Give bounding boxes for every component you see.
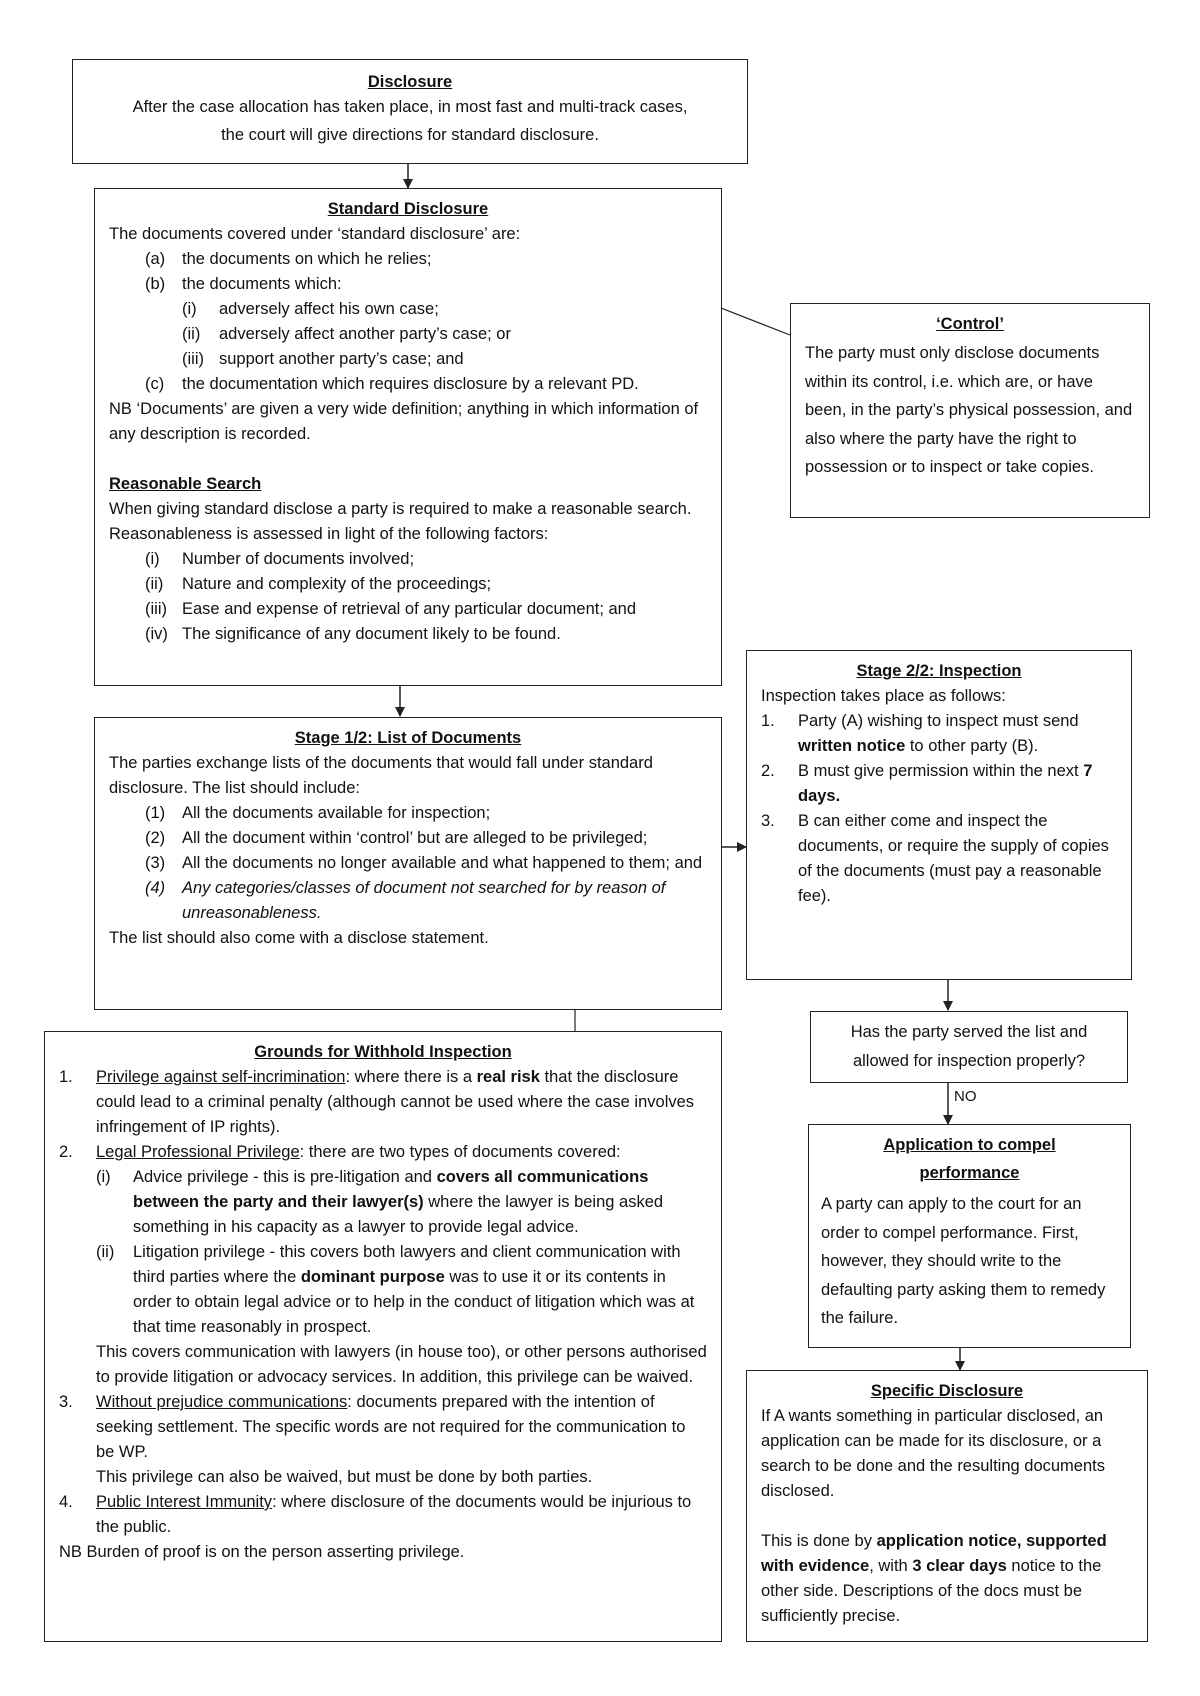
specific-title: Specific Disclosure bbox=[870, 1382, 1024, 1400]
standard-item-a bbox=[109, 247, 707, 272]
reasonable-search-intro: When giving standard disclose a party is required to make a reasonable search. Reasonableness is assessed in light of the following factors: bbox=[109, 500, 692, 543]
list-item-4-label: (4) bbox=[145, 879, 166, 897]
grounds-box bbox=[44, 1031, 722, 1642]
list-outro: The list should also come with a disclose statement. bbox=[109, 929, 489, 947]
ground-2-i bbox=[59, 1165, 707, 1240]
standard-item-a-text: the documents on which he relies; bbox=[182, 250, 432, 268]
ground-3 bbox=[59, 1390, 707, 1465]
question-box bbox=[810, 1011, 1128, 1083]
reasonable-search-item-ii-text: Nature and complexity of the proceedings; bbox=[182, 575, 492, 593]
ground-3-label: 3. bbox=[59, 1393, 73, 1411]
reasonable-search-item-iv-text: The significance of any document likely to be found. bbox=[182, 625, 561, 643]
disclosure-box bbox=[72, 59, 748, 164]
inspection-step-3-text: B can either come and inspect the documents, or require the supply of copies of the documents (must pay a reasonable fee). bbox=[798, 812, 1109, 905]
list-of-documents-box bbox=[94, 717, 722, 1010]
inspection-step-1-text: Party (A) wishing to inspect must send written notice to other party (B). bbox=[798, 712, 1079, 755]
ground-4-label: 4. bbox=[59, 1493, 73, 1511]
list-item-4-text: Any categories/classes of document not searched for by reason of unreasonableness. bbox=[182, 879, 666, 922]
ground-1 bbox=[59, 1065, 707, 1140]
ground-1-label: 1. bbox=[59, 1068, 73, 1086]
list-title: Stage 1/2: List of Documents bbox=[294, 729, 522, 747]
list-item-2-text: All the document within ‘control’ but are alleged to be privileged; bbox=[182, 829, 648, 847]
compel-title-2: performance bbox=[919, 1164, 1020, 1182]
list-item-2 bbox=[109, 826, 707, 851]
standard-item-b-ii-label: (ii) bbox=[182, 325, 201, 343]
inspection-box bbox=[746, 650, 1132, 980]
standard-item-b-label: (b) bbox=[145, 275, 166, 293]
question-line-1: Has the party served the list and bbox=[850, 1023, 1088, 1041]
reasonable-search-item-iii-text: Ease and expense of retrieval of any particular document; and bbox=[182, 600, 637, 618]
list-item-3-text: All the documents no longer available and what happened to them; and bbox=[182, 854, 703, 872]
compel-box bbox=[808, 1124, 1131, 1348]
disclosure-line-1: After the case allocation has taken place, in most fast and multi-track cases, bbox=[132, 98, 688, 116]
ground-2-text: Legal Professional Privilege: there are two types of documents covered: bbox=[96, 1143, 621, 1161]
standard-item-c-label: (c) bbox=[145, 375, 165, 393]
specific-p2: This is done by application notice, supported with evidence, with 3 clear days notice to the other side. Descriptions of the docs must be sufficiently precise. bbox=[761, 1532, 1107, 1625]
reasonable-search-item-iv-label: (iv) bbox=[145, 625, 168, 643]
reasonable-search-item-i bbox=[109, 547, 707, 572]
disclosure-title: Disclosure bbox=[367, 73, 453, 91]
ground-4-text: Public Interest Immunity: where disclosure of the documents would be injurious to the public. bbox=[96, 1493, 692, 1536]
standard-intro: The documents covered under ‘standard disclosure’ are: bbox=[109, 225, 521, 243]
no-label: NO bbox=[954, 1088, 977, 1105]
ground-1-text: Privilege against self-incrimination: where there is a real risk that the disclosure could lead to a criminal penalty (although cannot be used where the case involves infringement of IP rights). bbox=[96, 1068, 695, 1136]
reasonable-search-item-ii-label: (ii) bbox=[145, 575, 164, 593]
standard-item-b-iii-label: (iii) bbox=[182, 350, 204, 368]
standard-disclosure-box bbox=[94, 188, 722, 686]
ground-2-ii-text: Litigation privilege - this covers both lawyers and client communication with third parties where the dominant purpose was to use it or its contents in order to obtain legal advice or to help in the conduct of litigation which was at that time reasonably in prospect. bbox=[133, 1243, 695, 1336]
reasonable-search-item-iv bbox=[109, 622, 707, 647]
compel-title-1: Application to compel bbox=[883, 1136, 1056, 1154]
ground-2-ii bbox=[59, 1240, 707, 1340]
standard-item-b-text: the documents which: bbox=[182, 275, 342, 293]
list-item-3 bbox=[109, 851, 707, 876]
inspection-step-2 bbox=[761, 759, 1117, 809]
grounds-title: Grounds for Withhold Inspection bbox=[254, 1043, 512, 1061]
ground-2-label: 2. bbox=[59, 1143, 73, 1161]
ground-4 bbox=[59, 1490, 707, 1540]
ground-3-text: Without prejudice communications: documents prepared with the intention of seeking settlement. The specific words are not required for the communication to be WP. bbox=[96, 1393, 686, 1461]
inspection-step-1-label: 1. bbox=[761, 712, 775, 730]
specific-p1: If A wants something in particular disclosed, an application can be made for its disclosure, or a search to be done and the resulting documents disclosed. bbox=[761, 1407, 1105, 1500]
inspection-intro: Inspection takes place as follows: bbox=[761, 687, 1006, 705]
standard-item-c-text: the documentation which requires disclosure by a relevant PD. bbox=[182, 375, 639, 393]
list-item-4 bbox=[109, 876, 707, 926]
ground-2-i-text: Advice privilege - this is pre-litigation and covers all communications between the party and their lawyer(s) where the lawyer is being asked something in his capacity as a lawyer to provide legal advice. bbox=[133, 1168, 664, 1236]
inspection-step-3-label: 3. bbox=[761, 812, 775, 830]
ground-2-ii-label: (ii) bbox=[96, 1243, 115, 1261]
standard-item-c bbox=[109, 372, 707, 397]
list-intro: The parties exchange lists of the documents that would fall under standard disclosure. The list should include: bbox=[109, 754, 653, 797]
ground-2 bbox=[59, 1140, 707, 1165]
reasonable-search-item-iii-label: (iii) bbox=[145, 600, 167, 618]
control-text: The party must only disclose documents within its control, i.e. which are, or have been, in the party’s physical possession, and also where the party have the right to possession or to inspect or take copies. bbox=[805, 344, 1133, 476]
standard-disclosure-title: Standard Disclosure bbox=[327, 200, 489, 218]
reasonable-search-item-iii bbox=[109, 597, 707, 622]
compel-text: A party can apply to the court for an order to compel performance. First, however, they should write to the defaulting party asking them to remedy the failure. bbox=[821, 1195, 1106, 1327]
question-line-2: allowed for inspection properly? bbox=[852, 1052, 1086, 1070]
ground-2-note: This covers communication with lawyers (in house too), or other persons authorised to provide litigation or advocacy services. In addition, this privilege can be waived. bbox=[96, 1343, 707, 1386]
control-box bbox=[790, 303, 1150, 518]
standard-item-b-i-label: (i) bbox=[182, 300, 197, 318]
inspection-step-3 bbox=[761, 809, 1117, 909]
standard-item-b-ii bbox=[109, 322, 707, 347]
reasonable-search-item-i-text: Number of documents involved; bbox=[182, 550, 415, 568]
inspection-step-1 bbox=[761, 709, 1117, 759]
grounds-nb: NB Burden of proof is on the person asserting privilege. bbox=[59, 1543, 465, 1561]
standard-item-b-i bbox=[109, 297, 707, 322]
standard-item-b bbox=[109, 272, 707, 297]
standard-item-a-label: (a) bbox=[145, 250, 166, 268]
standard-item-b-ii-text: adversely affect another party’s case; or bbox=[219, 325, 511, 343]
ground-2-i-label: (i) bbox=[96, 1168, 111, 1186]
reasonable-search-item-i-label: (i) bbox=[145, 550, 160, 568]
reasonable-search-item-ii bbox=[109, 572, 707, 597]
standard-item-b-iii-text: support another party’s case; and bbox=[219, 350, 464, 368]
specific-disclosure-box bbox=[746, 1370, 1148, 1642]
list-item-3-label: (3) bbox=[145, 854, 166, 872]
list-item-2-label: (2) bbox=[145, 829, 166, 847]
standard-nb: NB ‘Documents’ are given a very wide definition; anything in which information of any description is recorded. bbox=[109, 400, 699, 443]
disclosure-line-2: the court will give directions for standard disclosure. bbox=[221, 126, 599, 144]
list-item-1-label: (1) bbox=[145, 804, 166, 822]
inspection-step-2-label: 2. bbox=[761, 762, 775, 780]
inspection-title: Stage 2/2: Inspection bbox=[856, 662, 1022, 680]
control-title: ‘Control’ bbox=[936, 315, 1004, 333]
ground-3-note: This privilege can also be waived, but must be done by both parties. bbox=[96, 1468, 593, 1486]
inspection-step-2-text: B must give permission within the next 7 days. bbox=[798, 762, 1093, 805]
reasonable-search-title: Reasonable Search bbox=[109, 475, 262, 493]
list-item-1 bbox=[109, 801, 707, 826]
standard-item-b-i-text: adversely affect his own case; bbox=[219, 300, 439, 318]
standard-item-b-iii bbox=[109, 347, 707, 372]
list-item-1-text: All the documents available for inspection; bbox=[182, 804, 491, 822]
